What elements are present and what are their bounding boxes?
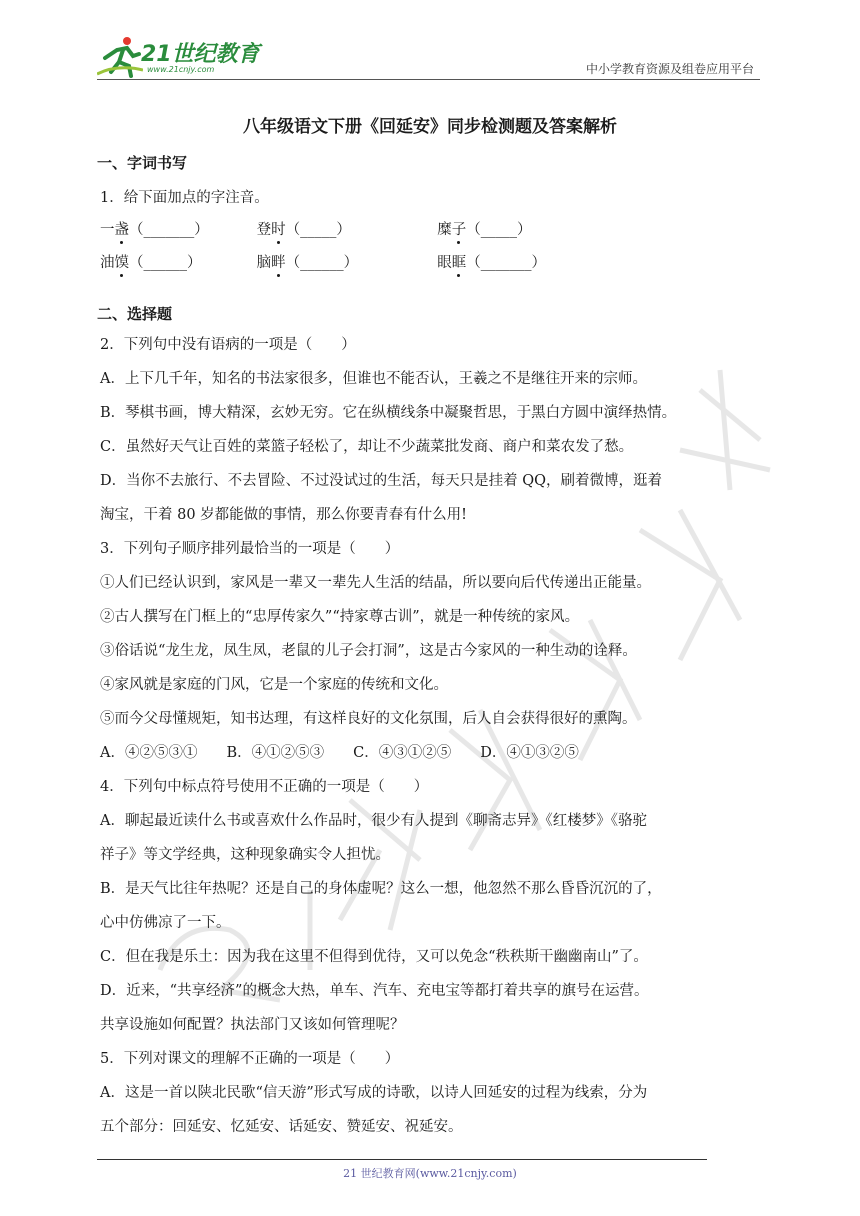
text-line: 3．下列句子顺序排列最恰当的一项是（ ） [100,541,400,557]
page-title: 八年级语文下册《回延安》同步检测题及答案解析 [243,117,617,137]
text-line: B．琴棋书画，博大精深，玄妙无穷。它在纵横线条中凝聚哲思，于黑白方圆中演绎热情。 [100,405,677,421]
text-line: D．当你不去旅行、不去冒险、不过没试过的生活，每天只是挂着 QQ，刷着微博，逛着 [100,473,663,489]
text-line: A．聊起最近读什么书或喜欢什么作品时，很少有人提到《聊斋志异》《红楼梦》《骆驼 [100,813,647,829]
text-line: 2．下列句中没有语病的一项是（ ） [100,337,356,353]
text-line: ①人们已经认识到，家风是一辈又一辈先人生活的结晶，所以要向后代传递出正能量。 [100,575,651,591]
pinyin-item: 糜子（_____） [437,218,531,239]
text-line: A．这是一首以陕北民歌“信天游”形式写成的诗歌，以诗人回延安的过程为线索，分为 [100,1085,648,1101]
text-line: 淘宝，干着 80 岁都能做的事情，那么你要青春有什么用! [100,507,467,523]
section-heading-1: 一、字词书写 [97,154,188,172]
platform-name: 中小学教育资源及组卷应用平台 [585,62,754,76]
text-line: 5．下列对课文的理解不正确的一项是（ ） [100,1051,400,1067]
pinyin-item: 眼眶（_______） [437,251,546,272]
logo-url: www.21cnjy.com [147,65,215,74]
logo [97,34,267,78]
text-line: 祥子》等文学经典，这种现象确实令人担忧。 [100,847,390,863]
text-line: C．虽然好天气让百姓的菜篮子轻松了，却让不少蔬菜批发商、商户和菜农发了愁。 [100,439,634,455]
header-divider [97,79,760,80]
text-line: ④家风就是家庭的门风，它是一个家庭的传统和文化。 [100,677,448,693]
text-line: A．④②⑤③① B．④①②⑤③ C．④③①②⑤ D．④①③②⑤ [100,745,579,761]
text-line: A．上下几千年，知名的书法家很多，但谁也不能否认，王羲之不是继往开来的宗师。 [100,371,647,387]
text-line: B．是天气比往年热呢？还是自己的身体虚呢？这么一想，他忽然不那么昏昏沉沉的了， [100,881,662,897]
text-line: 心中仿佛凉了一下。 [100,915,231,931]
pinyin-item: 登时（_____） [257,218,433,239]
text-line: 共享设施如何配置？执法部门又该如何管理呢？ [100,1017,405,1033]
logo-text: 21世纪教育 [141,42,260,67]
text-line: 五个部分：回延安、忆延安、话延安、赞延安、祝延安。 [100,1119,463,1135]
pinyin-row-2 [100,251,546,272]
footer-divider [97,1159,707,1160]
section-heading-2: 二、选择题 [97,305,173,323]
page-footer: 21 世纪教育网(www.21cnjy.com) [343,1167,517,1180]
text-line: ③俗话说“龙生龙，凤生凤，老鼠的儿子会打洞”，这是古今家风的一种生动的诠释。 [100,643,637,659]
pinyin-item: 油馍（______） [100,251,252,272]
text-line: ②古人撰写在门框上的“忠厚传家久”“持家尊古训”，就是一种传统的家风。 [100,609,580,625]
text-line: 4．下列句中标点符号使用不正确的一项是（ ） [100,779,429,795]
text-line: ⑤而今父母懂规矩，知书达理，有这样良好的文化氛围，后人自会获得很好的熏陶。 [100,711,637,727]
pinyin-item: 一盏（_______） [100,218,252,239]
text-line: C．但在我是乐土：因为我在这里不但得到优待，又可以免念“秩秩斯干幽幽南山”了。 [100,949,648,965]
page-header [97,34,760,80]
pinyin-row-1 [100,218,531,239]
pinyin-item: 脑畔（______） [257,251,433,272]
runner-logo-icon [97,34,143,78]
text-line: D．近来，“共享经济”的概念大热，单车、汽车、充电宝等都打着共享的旗号在运营。 [100,983,649,999]
question-1: 1．给下面加点的字注音。 [100,190,269,206]
